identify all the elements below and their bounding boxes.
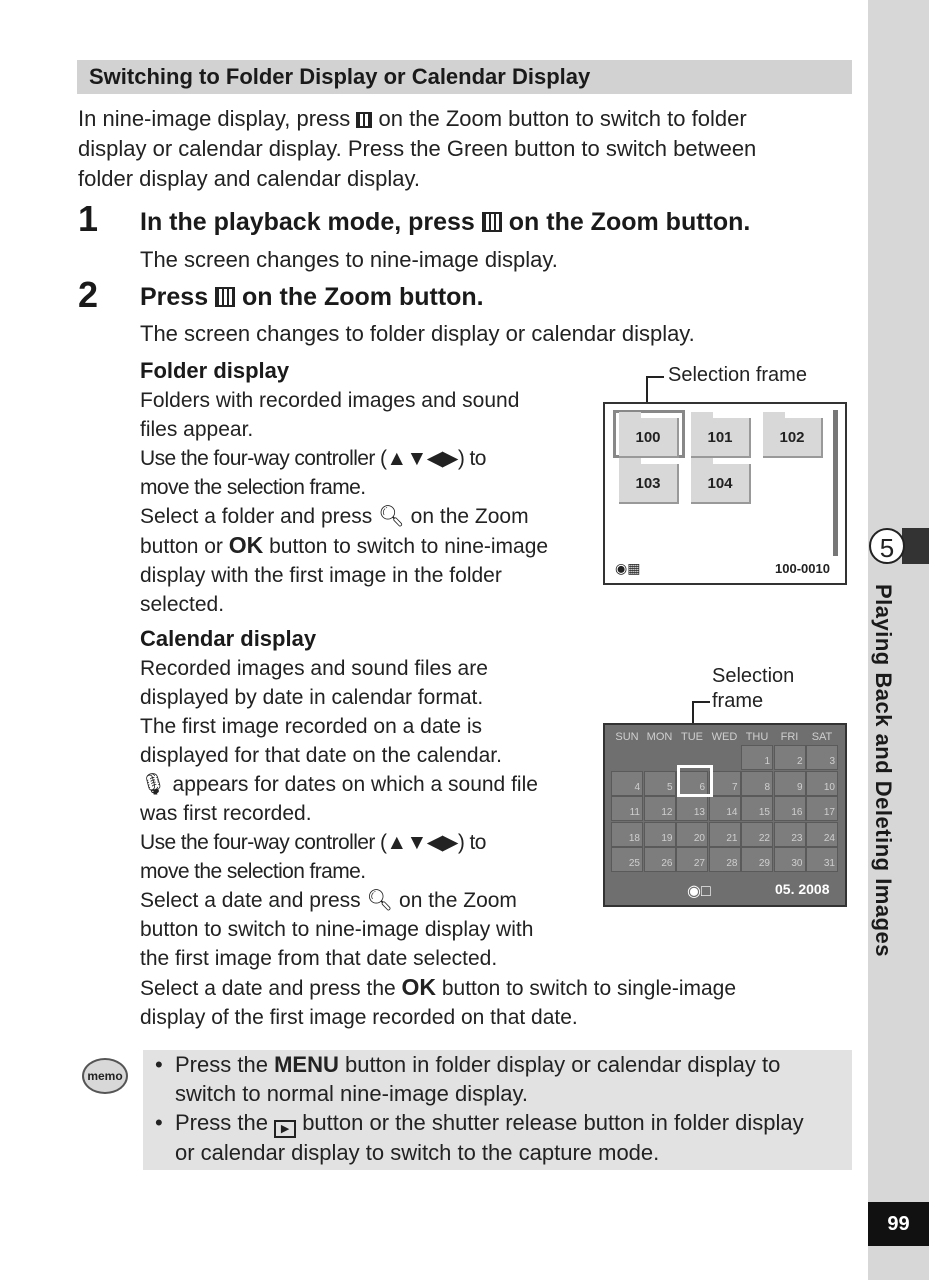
magnify-icon: 🔍︎ [366, 889, 394, 912]
empty-cell [611, 745, 643, 770]
intro-paragraph [78, 104, 858, 194]
calendar-line6: was first recorded. [140, 802, 312, 825]
folder-100[interactable]: 100 [619, 418, 679, 458]
memo-b2c: or calendar display to switch to the capture mode. [175, 1140, 660, 1165]
step1-title-a: In the playback mode, press [140, 208, 475, 236]
folder-line3: Use the four-way controller (▲▼◀▶) to [140, 447, 486, 470]
playback-button-icon: ▶ [274, 1120, 296, 1138]
calendar-grid [611, 745, 839, 875]
date-cell-11[interactable]: 11 [611, 796, 643, 821]
memo-box [143, 1050, 852, 1170]
ok-button-glyph: OK [401, 974, 437, 1000]
folder-line7: display with the first image in the folder [140, 564, 502, 587]
calendar-line9b: on the Zoom [399, 889, 517, 912]
menu-button-glyph: MENU [274, 1052, 339, 1077]
folder-line1: Folders with recorded images and sound [140, 389, 520, 412]
memo-item-2: • Press the ▶ button or the shutter release button in folder display or calendar display to switch to the capture mode. [155, 1110, 804, 1165]
weekday-tue: TUE [681, 731, 703, 743]
date-cell-20[interactable]: 20 [676, 822, 708, 847]
page-number: 99 [868, 1202, 929, 1246]
date-cell-21[interactable]: 21 [709, 822, 741, 847]
calendar-line8: move the selection frame. [140, 860, 366, 883]
calendar-line13: display of the first image recorded on that date. [140, 1006, 578, 1029]
calendar-line12b: button to switch to single-image [441, 977, 737, 1000]
folder-102[interactable]: 102 [763, 418, 823, 458]
folder-display-heading: Folder display [140, 358, 290, 383]
step2-title-b: on the Zoom button. [242, 283, 484, 311]
index-zoom-icon [482, 212, 502, 232]
date-cell-30[interactable]: 30 [774, 847, 806, 872]
folder-line4: move the selection frame. [140, 476, 366, 499]
calendar-line10: button to switch to nine-image display with [140, 918, 534, 941]
step2-title-a: Press [140, 283, 209, 311]
calendar-line5: appears for dates on which a sound file [172, 773, 538, 796]
date-cell-3[interactable]: 3 [806, 745, 838, 770]
folder-104[interactable]: 104 [691, 464, 751, 504]
memo-b1a: Press the [175, 1052, 268, 1077]
date-cell-31[interactable]: 31 [806, 847, 838, 872]
step2-number: 2 [78, 274, 99, 315]
weekday-sun: SUN [615, 731, 639, 743]
callout-line-h [692, 701, 710, 703]
folder-101[interactable]: 101 [691, 418, 751, 458]
date-cell-12[interactable]: 12 [644, 796, 676, 821]
ok-button-glyph: OK [228, 532, 264, 558]
folder-line2: files appear. [140, 418, 254, 441]
microphone-icon: 🎙︎ [140, 773, 167, 796]
folder-103[interactable]: 103 [619, 464, 679, 504]
calendar-line12a: Select a date and press the [140, 977, 396, 1000]
step1-title [140, 208, 750, 237]
date-cell-13[interactable]: 13 [676, 796, 708, 821]
selection-frame [677, 765, 713, 797]
calendar-display-heading: Calendar display [140, 626, 317, 651]
calendar-selection-callout [712, 664, 794, 714]
date-cell-2[interactable]: 2 [774, 745, 806, 770]
weekday-thu: THU [745, 731, 769, 743]
folder-line6a: button or [140, 535, 223, 558]
green-button-icon: ◉▦ [615, 560, 641, 576]
date-cell-19[interactable]: 19 [644, 822, 676, 847]
weekday-fri: FRI [780, 731, 799, 743]
date-cell-8[interactable]: 8 [741, 771, 773, 796]
date-cell-9[interactable]: 9 [774, 771, 806, 796]
memo-icon: memo [82, 1058, 128, 1094]
section-title: Switching to Folder Display or Calendar Display [77, 60, 852, 94]
memo-b2b: button or the shutter release button in folder display [302, 1110, 804, 1135]
date-cell-15[interactable]: 15 [741, 796, 773, 821]
step1-number: 1 [78, 198, 99, 239]
date-cell-17[interactable]: 17 [806, 796, 838, 821]
date-cell-7[interactable]: 7 [709, 771, 741, 796]
date-cell-16[interactable]: 16 [774, 796, 806, 821]
calendar-display-screen [603, 723, 847, 907]
chapter-number: 5 [869, 528, 905, 564]
date-cell-1[interactable]: 1 [741, 745, 773, 770]
intro-line1a: In nine-image display, press [78, 106, 351, 131]
date-cell-4[interactable]: 4 [611, 771, 643, 796]
date-cell-26[interactable]: 26 [644, 847, 676, 872]
memo-b2a: Press the [175, 1110, 268, 1135]
date-cell-24[interactable]: 24 [806, 822, 838, 847]
callout-line1: Selection [712, 665, 795, 687]
folder-line8: selected. [140, 593, 225, 616]
callout-line2: frame [712, 690, 764, 712]
step2-title [140, 283, 484, 312]
chapter-title: Playing Back and Deleting Images [871, 584, 896, 958]
memo-list [155, 1050, 845, 1167]
intro-line3: folder display and calendar display. [78, 166, 421, 191]
date-cell-25[interactable]: 25 [611, 847, 643, 872]
calendar-line2: displayed by date in calendar format. [140, 686, 484, 709]
folder-line5b: on the Zoom [410, 505, 529, 528]
calendar-line3: The first image recorded on a date is [140, 715, 483, 738]
empty-cell [709, 745, 741, 770]
weekday-wed: WED [711, 731, 738, 743]
date-cell-29[interactable]: 29 [741, 847, 773, 872]
date-cell-23[interactable]: 23 [774, 822, 806, 847]
calendar-line11: the first image from that date selected. [140, 947, 498, 970]
file-number: 100-0010 [775, 561, 830, 576]
magnify-icon: 🔍︎ [378, 505, 405, 528]
date-cell-14[interactable]: 14 [709, 796, 741, 821]
step1-description: The screen changes to nine-image display. [140, 247, 558, 272]
calendar-line1: Recorded images and sound files are [140, 657, 488, 680]
folder-display-screen [603, 402, 847, 585]
step1-title-b: on the Zoom button. [508, 208, 751, 236]
weekday-mon: MON [646, 731, 673, 743]
memo-b1b: button in folder display or calendar display to [344, 1052, 781, 1077]
green-button-icon: ◉□ [687, 883, 711, 900]
calendar-line4: displayed for that date on the calendar. [140, 744, 502, 767]
folder-line5a: Select a folder and press [140, 505, 373, 528]
date-cell-6[interactable]: 6 [676, 771, 708, 796]
date-cell-5[interactable]: 5 [644, 771, 676, 796]
step2-description: The screen changes to folder display or calendar display. [140, 321, 695, 346]
empty-cell [644, 745, 676, 770]
calendar-line9a: Select a date and press [140, 889, 361, 912]
index-zoom-icon [356, 112, 372, 128]
memo-item-1: • Press the MENU button in folder display or calendar display to switch to normal nine-image display. [155, 1052, 781, 1106]
intro-line1b: on the Zoom button to switch to folder [378, 106, 747, 131]
folder-display-block [140, 356, 590, 619]
date-cell-22[interactable]: 22 [741, 822, 773, 847]
intro-line2: display or calendar display. Press the Green button to switch between [78, 136, 757, 161]
date-cell-18[interactable]: 18 [611, 822, 643, 847]
date-cell-28[interactable]: 28 [709, 847, 741, 872]
date-cell-27[interactable]: 27 [676, 847, 708, 872]
index-zoom-icon [215, 287, 235, 307]
folder-selection-callout: Selection frame [668, 364, 807, 386]
scrollbar[interactable] [833, 410, 838, 556]
calendar-line7: Use the four-way controller (▲▼◀▶) to [140, 831, 486, 854]
folder-line6b: button to switch to nine-image [269, 535, 549, 558]
month-label: 05. 2008 [775, 881, 830, 897]
callout-line-h [646, 376, 664, 378]
weekday-sat: SAT [811, 731, 833, 743]
chapter-tab-bar [902, 528, 929, 564]
memo-b1c: switch to normal nine-image display. [175, 1081, 528, 1106]
date-cell-10[interactable]: 10 [806, 771, 838, 796]
